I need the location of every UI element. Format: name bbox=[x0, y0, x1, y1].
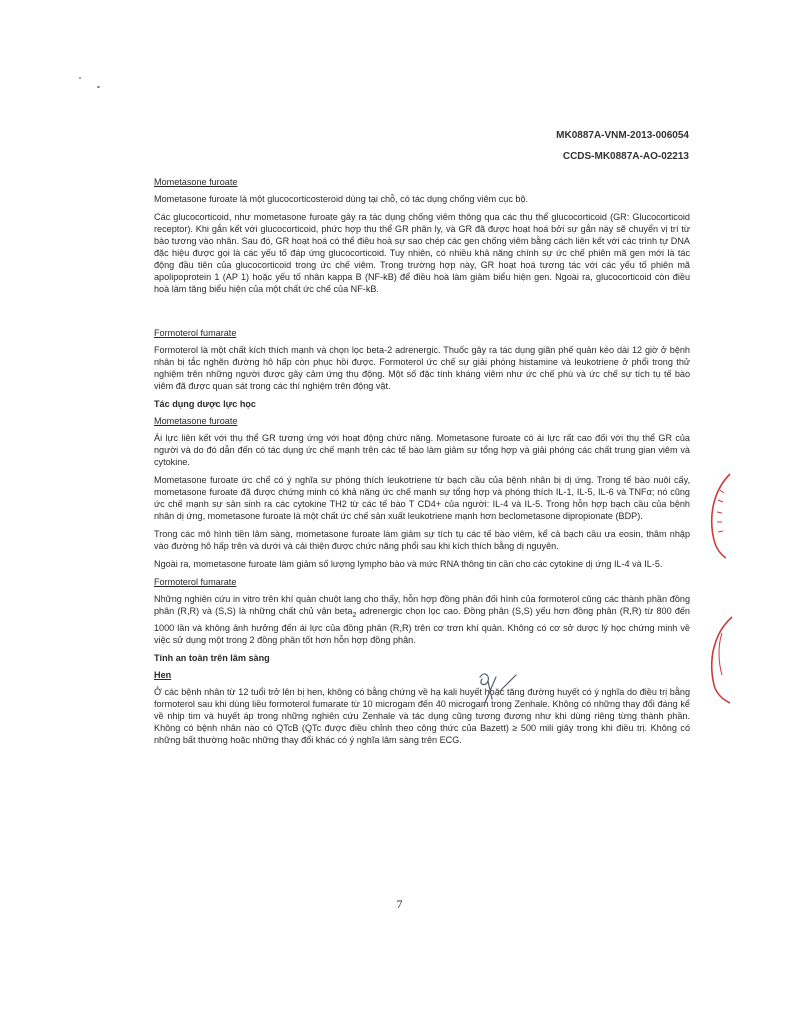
subscript: 2 bbox=[352, 611, 357, 619]
paragraph: Ở các bệnh nhân từ 12 tuổi trở lên bị hen, không có bằng chứng về hạ kali huyết hoặc tăng đường huyết có ý nghĩa do điều trị bằng formoterol sau khi dùng liều formoterol fumarate từ 10 microgam đến 40 microgam trong Zenhale. Không có những thay đổi đáng kể về nhịp tim và huyết áp trong những nghiên cứu Zenhale và tác dụng cũng tương đương như khi dùng riêng từng thành phần. Không có bệnh nhân nào có QTcB (QTc được điều chỉnh theo công thức của Bazett) ≥ 500 mili giây trong khi điều trị. Không có những bất thường hoặc những thay đổi khác có ý nghĩa lâm sàng trên ECG. bbox=[154, 686, 690, 745]
paragraph-text: adrenergic chọn lọc cao. Đồng phân (S,S) yếu hơn đồng phân (R,R) từ 800 đến 1000 lần và không ảnh hưởng đến ái lực của đồng phân (R,R) trên cơ trơn khí quản. Không có cơ sở dược lý học chứng minh về việc sử dụng một trong 2 đồng phân tốt hơn hỗn hợp đồng phân. bbox=[154, 606, 690, 645]
paragraph: Mometasone furoate là một glucocorticosteroid dùng tại chỗ, có tác dụng chống viêm cục bộ. bbox=[154, 194, 529, 204]
subsection-heading-formoterol: Formoterol fumarate bbox=[154, 577, 237, 587]
subsection-heading-asthma: Hen bbox=[154, 669, 172, 680]
red-stamp-partial-lower bbox=[704, 615, 736, 705]
section-heading-clinical-safety: Tính an toàn trên lâm sàng bbox=[154, 652, 270, 663]
section-heading-formoterol: Formoterol fumarate bbox=[154, 328, 237, 338]
section-heading-mometasone: Mometasone furoate bbox=[154, 177, 238, 187]
spacer bbox=[154, 301, 690, 327]
paragraph: Formoterol là một chất kích thích mạnh và chọn lọc beta-2 adrenergic. Thuốc gây ra tác dụng giãn phế quản kéo dài 12 giờ ở bệnh nhân bị tắc nghẽn đường hô hấp còn phục hồi được. Formoterol ức chế sự giải phóng histamine và leukotriene ở phổi trong thử nghiệm trên những người được gây cảm ứng thụ động. Một số đặc tính kháng viêm như ức chế phù và ức chế sự tích tụ tế bào viêm đã được quan sát trong các thí nghiệm trên động vật. bbox=[154, 345, 690, 391]
document-body bbox=[154, 176, 690, 752]
subsection-heading-mometasone: Mometasone furoate bbox=[154, 416, 238, 426]
red-stamp-partial-upper bbox=[702, 470, 736, 560]
scan-speck bbox=[97, 86, 100, 88]
paragraph: Mometasone furoate ức chế có ý nghĩa sự phóng thích leukotriene từ bạch cầu của bệnh nhân bị dị ứng. Trong tế bào nuôi cấy, mometasone furoate đã được chứng minh có khả năng ức chế mạnh sự tổng hợp và phóng thích IL-1, IL-5, IL-6 và TNFα; nó cũng ức chế mạnh sự sản sinh ra các cytokine TH2 từ các tế bào T CD4+ của người: IL-4 và IL-5. Trong hỗn hợp bạch cầu của bệnh nhân dị ứng, mometasone furoate là một chất ức chế sản xuất leukotriene mạnh hơn beclometasone dipropionate (BDP). bbox=[154, 475, 690, 521]
paragraph: Ngoài ra, mometasone furoate làm giảm số lượng lympho bào và mức RNA thông tin cần cho các cytokine dị ứng IL-4 và IL-5. bbox=[154, 559, 663, 569]
document-code-2: CCDS-MK0887A-AO-02213 bbox=[562, 151, 689, 162]
handwritten-initial-mark bbox=[474, 669, 524, 709]
scan-speck bbox=[79, 77, 81, 79]
paragraph: Ái lực liên kết với thụ thể GR tương ứng với hoạt động chức năng. Mometasone furoate có ái lực rất cao đối với thụ thể GR của người và do đó dẫn đến có tác dụng ức chế mạnh trên các tế bào làm giảm sự tổng hợp và giải phóng các chất trung gian viêm và cytokine. bbox=[154, 433, 690, 467]
paragraph-text: Những nghiên cứu in vitro trên khí quản chuột lang cho thấy, hỗn hợp đồng phân đối hình của formoterol cũng các thành phần đồng phân (R,R) và (S,S) là những chất chủ vận beta bbox=[154, 594, 690, 616]
document-code-1: MK0887A-VNM-2013-006054 bbox=[556, 130, 689, 141]
section-heading-pharmacodynamics: Tác dụng dược lực học bbox=[154, 399, 256, 409]
paragraph bbox=[154, 593, 690, 646]
paragraph: Các glucocorticoid, như mometasone furoate gây ra tác dụng chống viêm thông qua các thụ thể glucocorticoid (GR: Glucocorticoid receptor). Khi gắn kết với glucocorticoid, phức hợp thụ thể GR phân ly, và GR đã được hoạt hoá bởi sự gắn này sẽ chuyển vị trí từ bào tương vào nhân. Sau đó, GR hoạt hoá có thể điều hoà sự sao chép các gen chống viêm bằng cách liên kết với các trình tự DNA đặc hiệu được gọi là các yếu tố đáp ứng glucocorticoid. Tuy nhiên, có nhiều khả năng chính sự ức chế phiên mã gen mới là tác động đầu tiên của glucocorticoid trong ức chế viêm. Trong trường hợp này, GR hoạt hoá tương tác với các yếu tố phiên mã apolipoprotein 1 (AP 1) hoặc yếu tố nhân kappa B (NF-kB) để điều hoà làm giảm biểu hiện gen. Ngoài ra, glucocorticoid còn điều hoà làm tăng biểu hiện của một chất ức chế của NF-kB. bbox=[154, 212, 690, 294]
page-number: 7 bbox=[396, 897, 403, 911]
paragraph: Trong các mô hình tiền lâm sàng, mometasone furoate làm giảm sự tích tụ các tế bào viêm, kể cả bạch cầu ưa eosin, thâm nhập vào đường hô hấp trên và dưới và cải thiện được chức năng phổi sau khi kích thích bằng dị nguyên. bbox=[154, 529, 690, 551]
